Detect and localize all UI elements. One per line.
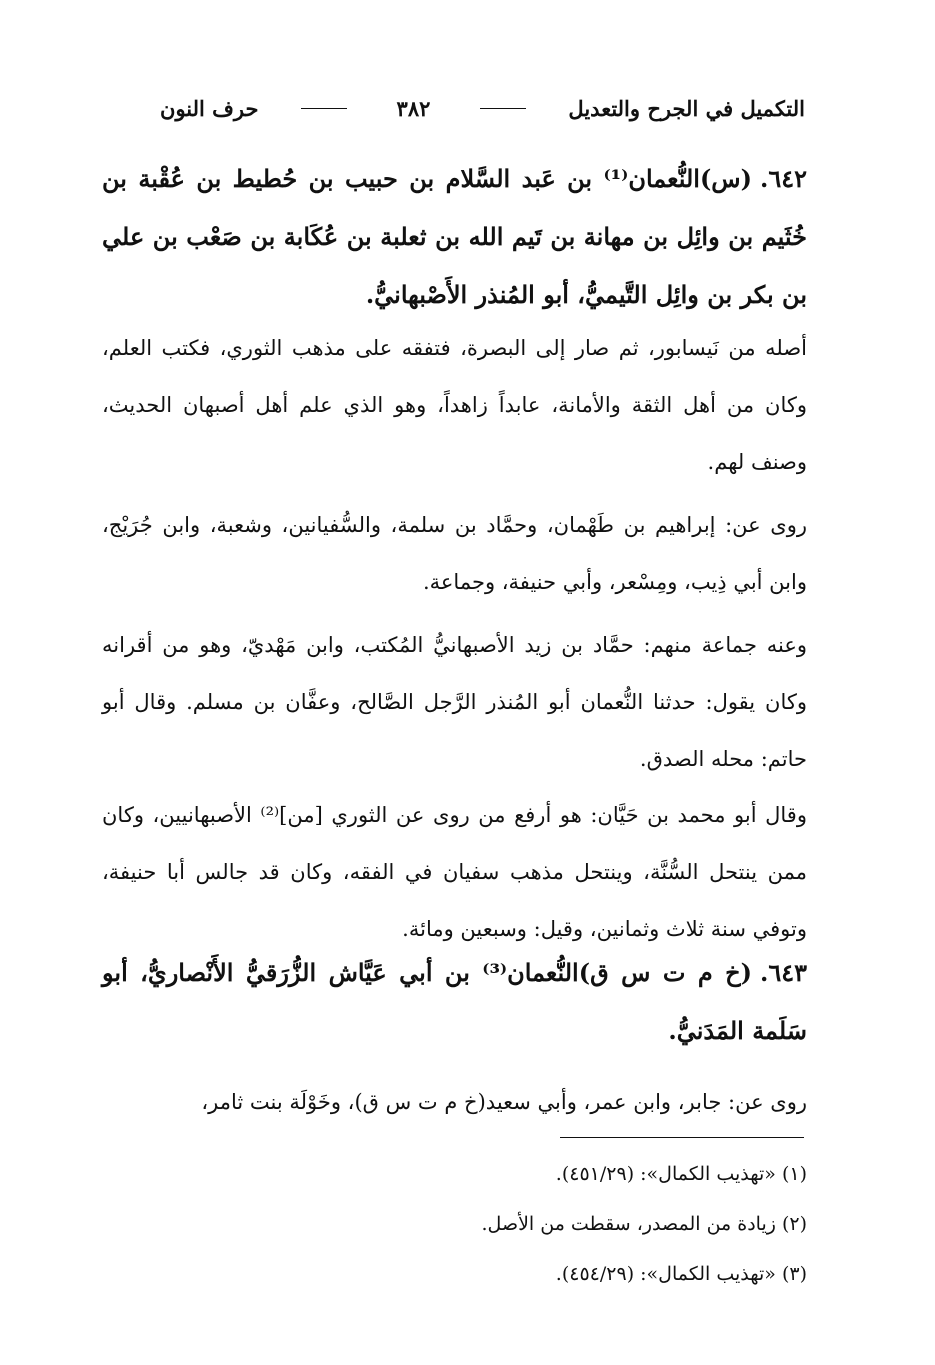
footnote-number: (٣) bbox=[781, 1263, 807, 1285]
paragraph: أصله من نَيسابور، ثم صار إلى البصرة، فتفقه على مذهب الثوري، فكتب العلم، وكان من أهل الثقة والأمانة، عابداً زاهداً، وهو الذي علم أهل أصبهان الحديث، وصنف لهم. bbox=[102, 336, 807, 474]
page-number: ٣٨٢ bbox=[396, 96, 431, 121]
footnote-separator bbox=[560, 1137, 804, 1138]
paragraph: وقال أبو محمد بن حَيَّان: هو أرفع من روى عن الثوري [من]⁽²⁾ الأصبهانيين، وكان ممن ينتحل السُّنَّة، وينتحل مذهب سفيان في الفقه، وكان قد جالس أبا حنيفة، وتوفي سنة ثلاث وثمانين، وقيل: وسبعين ومائة. bbox=[102, 803, 807, 941]
entry-heading bbox=[102, 944, 807, 1060]
entry-text: (س)النُّعمان⁽¹⁾ بن عَبد السَّلام بن حبيب بن حُطيط بن عُقْبة بن خُثَيم بن وائِل بن مهانة بن تَيم الله بن ثعلبة بن عُكَابة بن صَعْب بن علي بن بكر بن وائِل التَّيميُّ، أبو المُنذر الأَصْبهانيُّ. bbox=[102, 164, 807, 309]
entry-number: ٦٤٣. bbox=[759, 958, 807, 987]
footnote-number: (١) bbox=[781, 1163, 807, 1185]
paragraph: وعنه جماعة منهم: حمَّاد بن زيد الأصبهانيُّ المُكتب، وابن مَهْديّ، وهو من أقرانه وكان يقول: حدثنا النُّعمان أبو المُنذر الرَّجل الصَّالح، وعفَّان بن مسلم. وقال أبو حاتم: محله الصدق. bbox=[102, 633, 807, 771]
paragraph: روى عن: إبراهيم بن طَهْمان، وحمَّاد بن سلمة، والسُّفيانين، وشعبة، وابن جُرَيْج، وابن أبي ذِيب، ومِسْعر، وأبي حنيفة، وجماعة. bbox=[102, 513, 807, 594]
entry-heading bbox=[102, 150, 807, 324]
footnote bbox=[102, 1160, 807, 1188]
header-rule bbox=[480, 108, 526, 109]
header-rule bbox=[301, 108, 347, 109]
footnote-number: (٢) bbox=[781, 1213, 807, 1235]
entry-text: (خ م ت س ق)النُّعمان⁽³⁾ بن أبي عَيَّاش الزُّرَقيُّ الأَنْصاريُّ، أبو سَلَمة المَدَنيُّ. bbox=[102, 958, 807, 1045]
footnote-text: «تهذيب الكمال»: (٤٥١/٢٩). bbox=[555, 1163, 776, 1185]
footnote-text: «تهذيب الكمال»: (٤٥٤/٢٩). bbox=[555, 1263, 776, 1285]
footnote bbox=[102, 1210, 807, 1238]
footnote bbox=[102, 1260, 807, 1288]
book-title: التكميل في الجرح والتعديل bbox=[568, 96, 805, 121]
page-header bbox=[160, 96, 805, 121]
footnote-text: زيادة من المصدر، سقطت من الأصل. bbox=[481, 1213, 776, 1235]
paragraph: روى عن: جابر، وابن عمر، وأبي سعيد(خ م ت س ق)، وخَوْلَة بنت ثامر، bbox=[201, 1090, 807, 1114]
entry-number: ٦٤٢. bbox=[759, 164, 807, 193]
chapter-title: حرف النون bbox=[160, 96, 259, 121]
